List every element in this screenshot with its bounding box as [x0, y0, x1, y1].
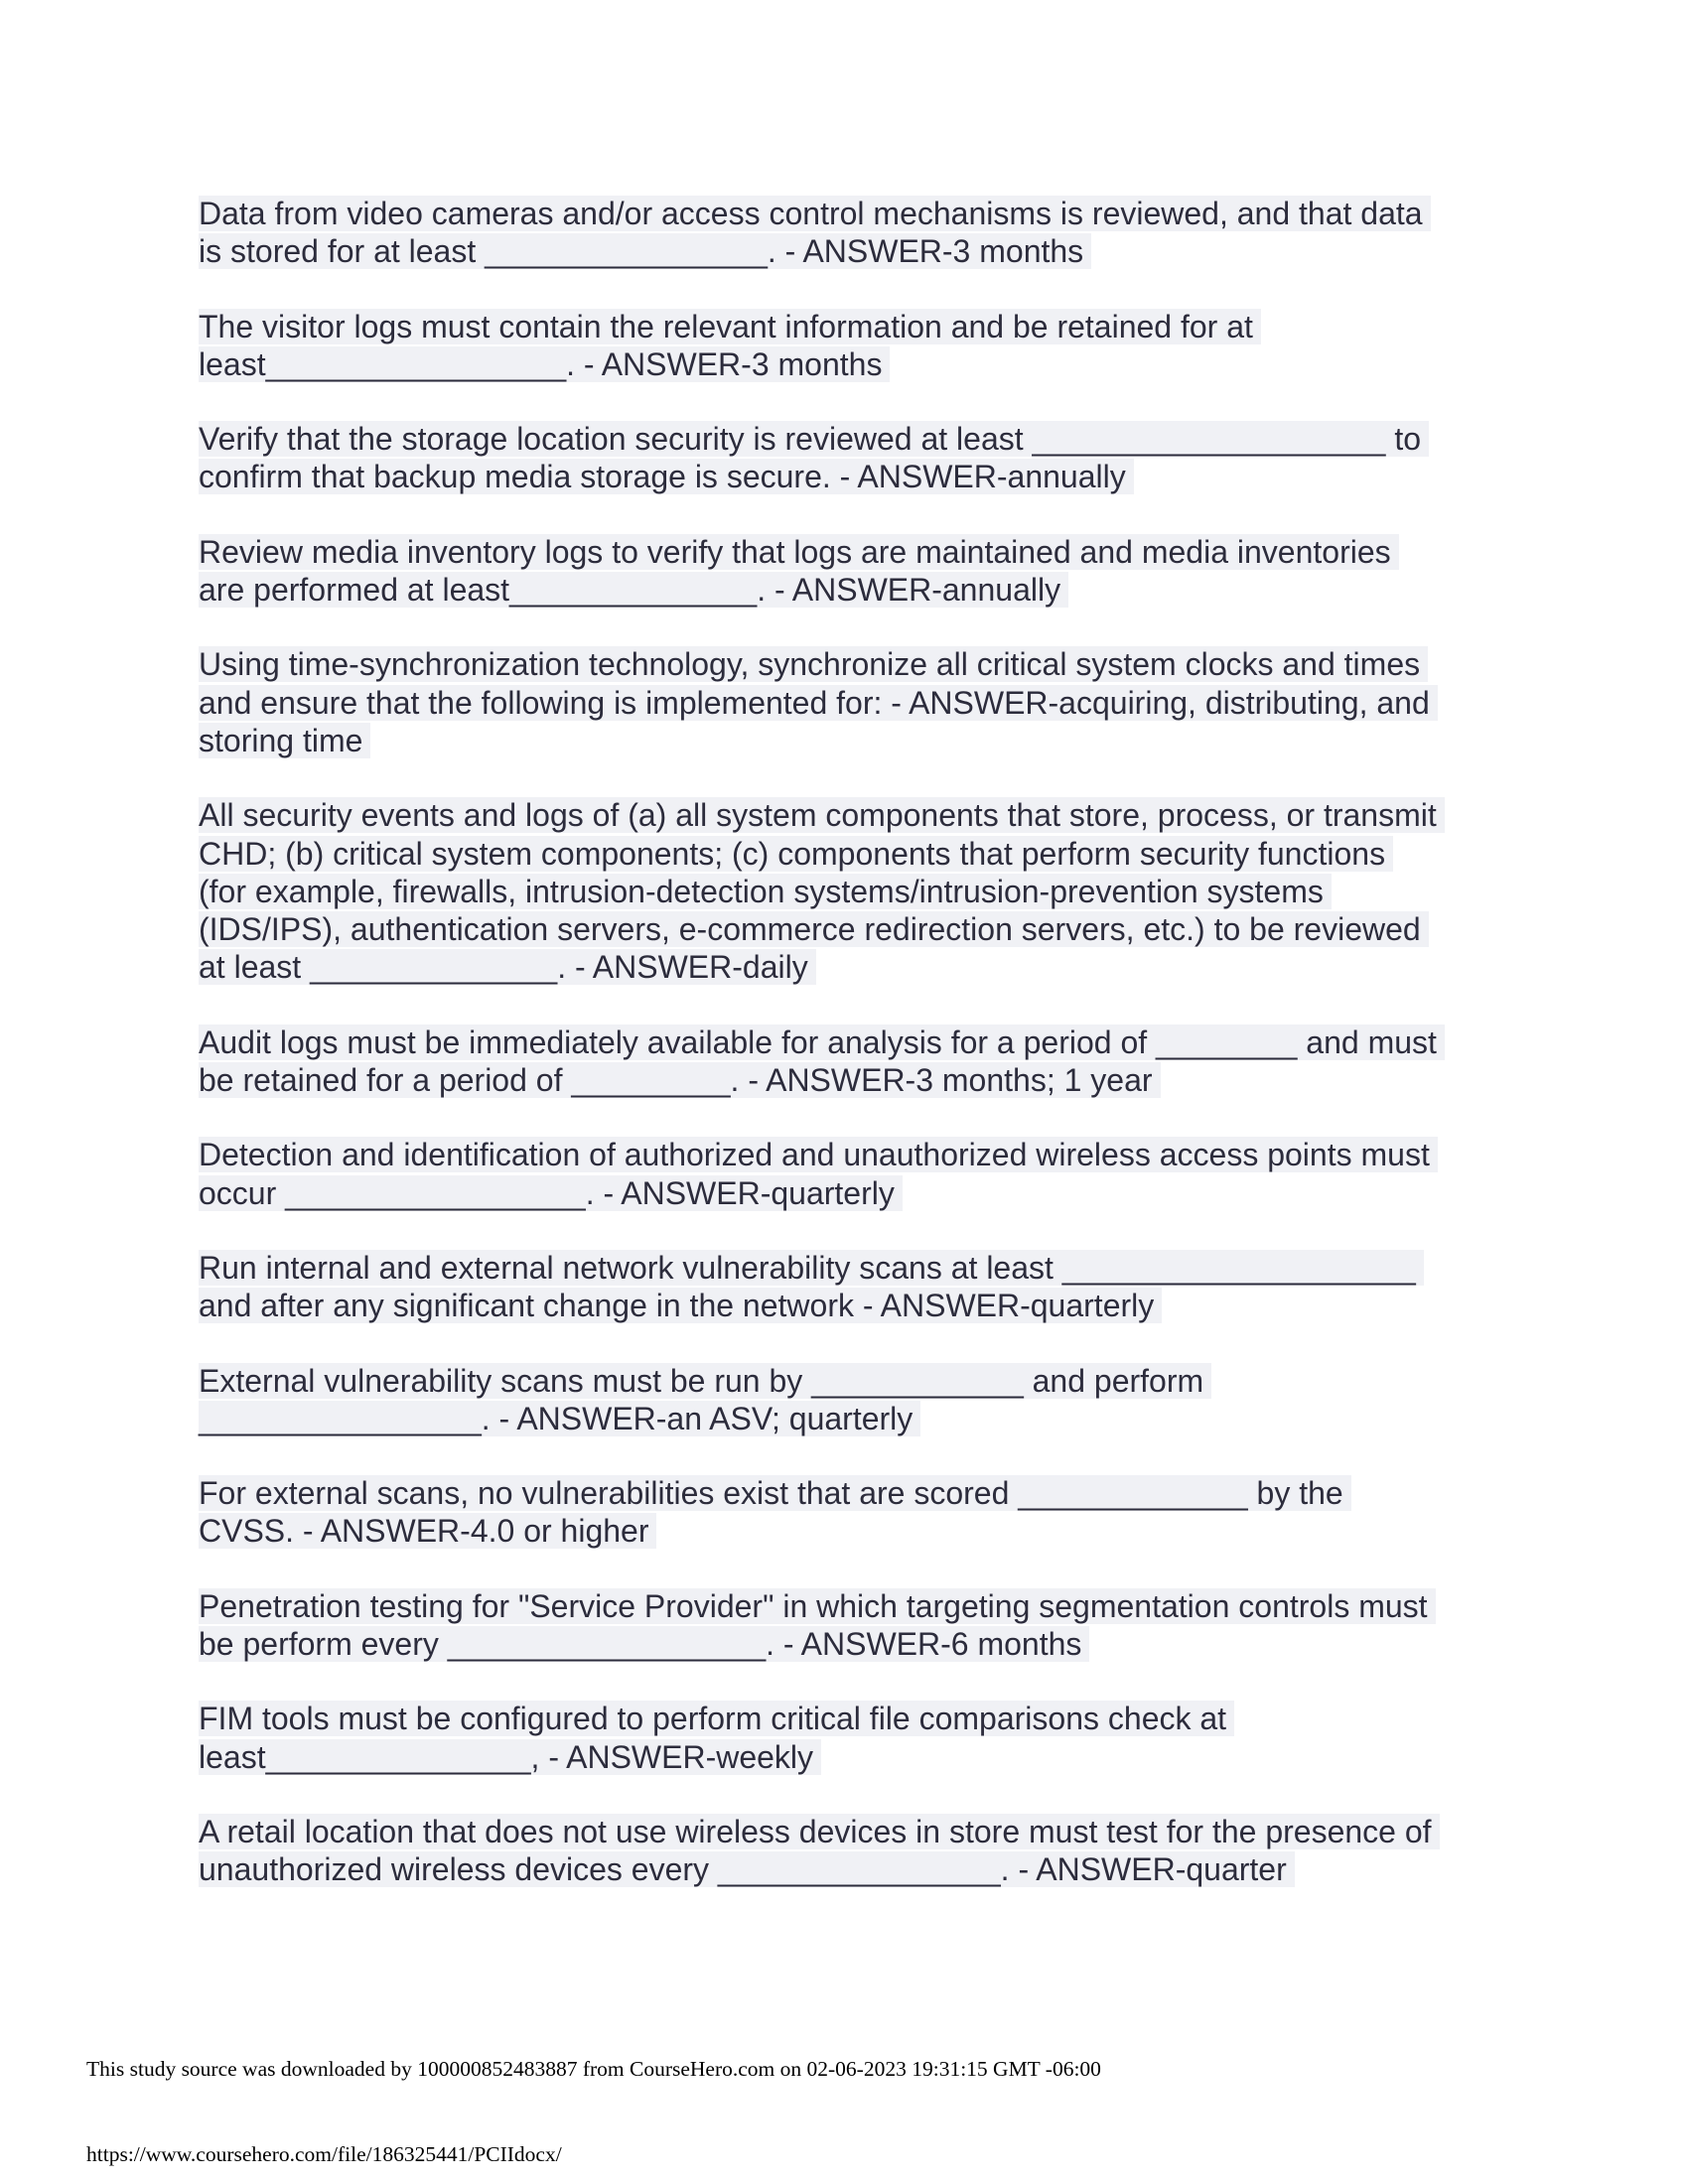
- qa-line: ________________. - ANSWER-an ASV; quarterly: [199, 1401, 920, 1436]
- qa-line: unauthorized wireless devices every ________________. - ANSWER-quarter: [199, 1851, 1295, 1887]
- qa-line: and after any significant change in the network - ANSWER-quarterly: [199, 1288, 1162, 1323]
- qa-line: Run internal and external network vulnerability scans at least ____________________: [199, 1250, 1424, 1286]
- qa-item: [199, 645, 1509, 759]
- qa-item: [199, 1474, 1509, 1551]
- qa-line: For external scans, no vulnerabilities exist that are scored _____________ by the: [199, 1475, 1351, 1511]
- qa-line: CHD; (b) critical system components; (c) components that perform security functions: [199, 836, 1393, 872]
- qa-line: least_______________, - ANSWER-weekly: [199, 1739, 821, 1775]
- qa-line: occur _________________. - ANSWER-quarterly: [199, 1175, 903, 1211]
- qa-line: at least ______________. - ANSWER-daily: [199, 949, 816, 985]
- qa-line: (IDS/IPS), authentication servers, e-commerce redirection servers, etc.) to be reviewed: [199, 911, 1429, 947]
- qa-item: [199, 1024, 1509, 1100]
- qa-line: Audit logs must be immediately available for analysis for a period of ________ and must: [199, 1024, 1445, 1060]
- qa-line: (for example, firewalls, intrusion-detection systems/intrusion-prevention systems: [199, 874, 1332, 909]
- qa-line: Review media inventory logs to verify that logs are maintained and media inventories: [199, 534, 1399, 570]
- qa-item: [199, 1587, 1509, 1664]
- qa-line: Data from video cameras and/or access control mechanisms is reviewed, and that data: [199, 196, 1431, 231]
- qa-line: CVSS. - ANSWER-4.0 or higher: [199, 1513, 656, 1549]
- download-source-notice: This study source was downloaded by 100000852483887 from CourseHero.com on 02-06-2023 19:31:15 GMT -06:00: [86, 2057, 1101, 2081]
- qa-line: be perform every __________________. - ANSWER-6 months: [199, 1626, 1089, 1662]
- qa-line: Using time-synchronization technology, synchronize all critical system clocks and times: [199, 646, 1428, 682]
- qa-line: Verify that the storage location security is reviewed at least ____________________ to: [199, 421, 1429, 457]
- qa-line: is stored for at least ________________. - ANSWER-3 months: [199, 233, 1091, 269]
- qa-line: FIM tools must be configured to perform critical file comparisons check at: [199, 1701, 1234, 1736]
- qa-item: [199, 1249, 1509, 1325]
- qa-line: The visitor logs must contain the relevant information and be retained for at: [199, 309, 1261, 344]
- qa-line: A retail location that does not use wireless devices in store must test for the presence of: [199, 1814, 1440, 1849]
- qa-line: be retained for a period of _________. - ANSWER-3 months; 1 year: [199, 1062, 1161, 1098]
- qa-item: [199, 1813, 1509, 1889]
- qa-line: Detection and identification of authorized and unauthorized wireless access points must: [199, 1137, 1438, 1172]
- qa-item: [199, 195, 1509, 271]
- qa-item: [199, 1362, 1509, 1438]
- qa-list: [199, 195, 1509, 1926]
- qa-item: [199, 1700, 1509, 1776]
- qa-item: [199, 796, 1509, 986]
- qa-item: [199, 420, 1509, 496]
- qa-line: Penetration testing for "Service Provider" in which targeting segmentation controls must: [199, 1588, 1436, 1624]
- qa-item: [199, 1136, 1509, 1212]
- qa-line: storing time: [199, 723, 370, 758]
- qa-line: and ensure that the following is implemented for: - ANSWER-acquiring, distributing, and: [199, 685, 1438, 721]
- qa-line: External vulnerability scans must be run by ____________ and perform: [199, 1363, 1211, 1399]
- source-url: https://www.coursehero.com/file/186325441/PCIIdocx/: [86, 2142, 562, 2166]
- qa-line: least_________________. - ANSWER-3 months: [199, 346, 890, 382]
- qa-line: All security events and logs of (a) all system components that store, process, or transmit: [199, 797, 1445, 833]
- qa-item: [199, 533, 1509, 610]
- qa-line: are performed at least______________. - ANSWER-annually: [199, 572, 1068, 608]
- qa-item: [199, 308, 1509, 384]
- qa-line: confirm that backup media storage is secure. - ANSWER-annually: [199, 459, 1134, 494]
